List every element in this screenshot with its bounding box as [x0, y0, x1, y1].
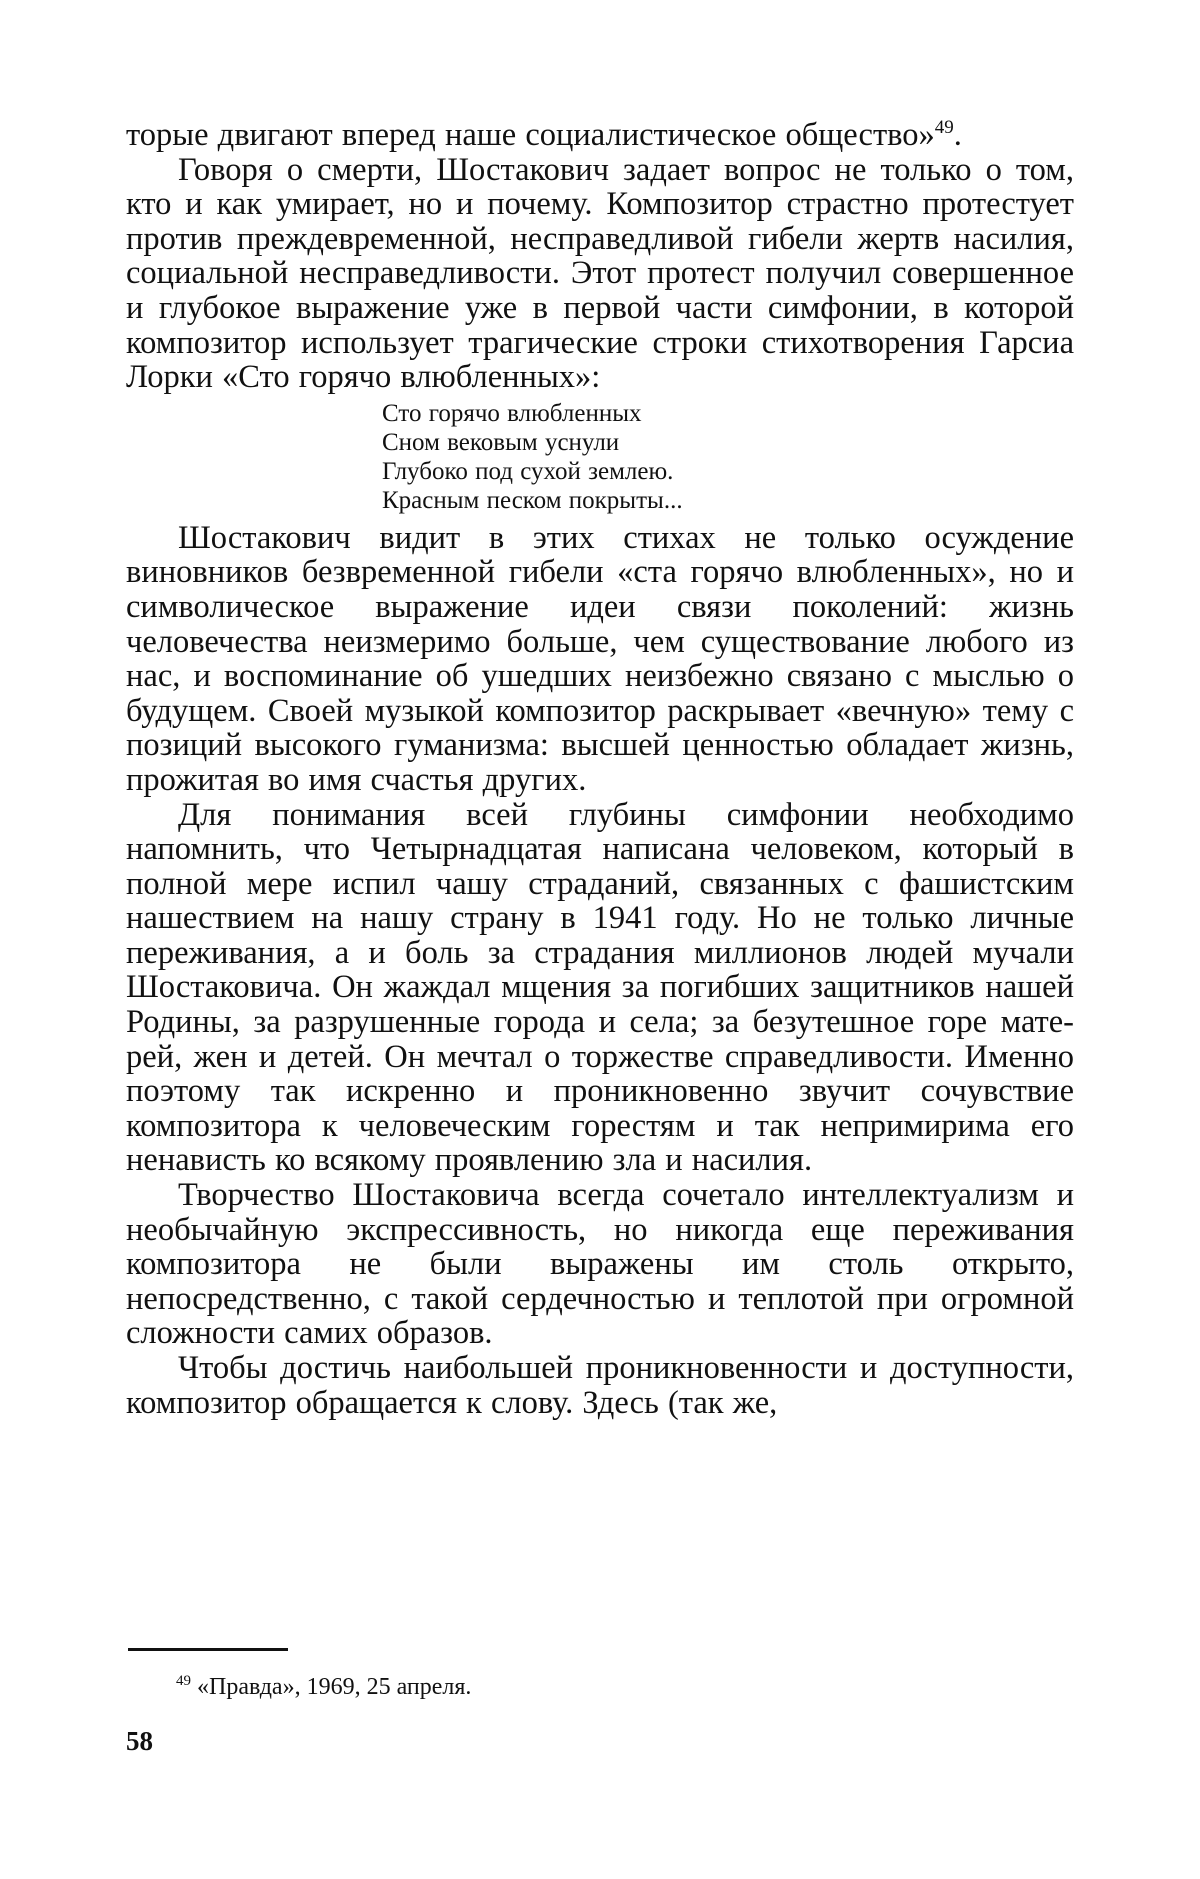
footnote-number: 49 — [176, 1673, 191, 1689]
footnote-divider — [128, 1648, 288, 1651]
poem-line: Глубоко под сухой землею. — [382, 457, 674, 485]
main-text — [126, 118, 1074, 1420]
paragraph: Для понимания всей глубины симфонии необходимо напомнить, что Четырнадцатая написана человеком, который в полной мере испил чашу страданий, связанных с фашистским нашествием на нашу страну в 1941 году. Но не только личные переживания, а и боль за страдания миллионов людей мучали Шостаковича. Он жаждал мщения за погибших защитников нашей Родины, за разрушенные города и села; за безутешное горе матерей, жен и детей. Он мечтал о торжестве справедливости. Именно поэтому так искренно и проникновенно звучит сочувствие композитора к человеческим горестям и так непримирима его ненависть ко всякому проявлению зла и насилия. — [126, 796, 1074, 1179]
footnote-text: «Правда», 1969, 25 апреля. — [197, 1674, 472, 1700]
paragraph-continuation — [126, 118, 1074, 153]
paragraph: Творчество Шостаковича всегда сочетало интеллектуализм и необычайную экспрессивность, но никогда еще переживания композитора не были выражены им столь открыто, непосредственно, с такой сердечностью и теплотой при огромной сложности самих образов. — [126, 1177, 1074, 1352]
footnote — [176, 1672, 471, 1702]
paragraph: Говоря о смерти, Шостакович задает вопрос не только о том, кто и как умирает, но и почему. Композитор страстно протестует против преждевременной, несправедливой гибели жертв насилия, социальной несправедливости. Этот протест получил совершенное и глубокое выражение уже в первой части симфонии, в которой композитор использует трагические строки стихотворения Гарсиа Лорки «Сто горячо влюбленных»: — [126, 151, 1074, 396]
poem-quote — [382, 399, 1074, 515]
paragraph: Чтобы достичь наибольшей проникновенности и доступности, композитор обращается к слову. Здесь (так же, — [126, 1350, 1074, 1421]
poem-line: Сто горячо влюбленных — [382, 399, 642, 427]
footnote-reference: 49 — [934, 117, 954, 139]
page-number: 58 — [126, 1726, 153, 1756]
paragraph-tail: . — [953, 117, 962, 153]
poem-line: Сном вековым уснули — [382, 428, 620, 456]
poem-line: Красным песком покрыты... — [382, 486, 683, 514]
paragraph: Шостакович видит в этих стихах не только осуждение виновников безвременной гибели «ста горячо влюбленных», но и символическое выражение идеи связи поколений: жизнь человечества неизмеримо больше, чем существование любого из нас, и воспоминание об ушедших неизбежно связано с мыслью о будущем. Своей музыкой композитор раскрывает «вечную» тему с позиций высокого гуманизма: высшей ценностью обладает жизнь, прожитая во имя счастья других. — [126, 519, 1074, 798]
paragraph-text: торые двигают вперед наше социалистическое общество» — [126, 117, 935, 153]
